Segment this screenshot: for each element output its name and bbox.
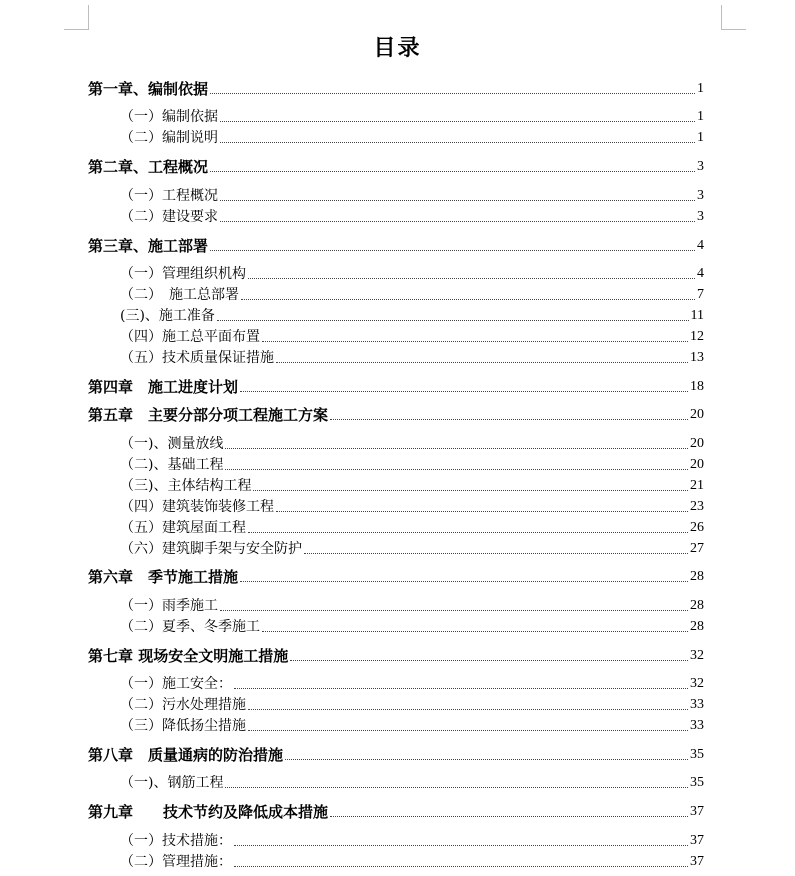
toc-section-entry[interactable] xyxy=(120,617,704,637)
toc-section-entry[interactable] xyxy=(120,264,704,284)
toc-page-number: 7 xyxy=(697,287,704,302)
toc-page-number: 18 xyxy=(690,379,704,394)
toc-page-number: 1 xyxy=(697,130,704,145)
toc-page-number: 32 xyxy=(690,676,704,691)
toc-entry-label: （五）技术质量保证措施 xyxy=(120,350,274,366)
toc-section-entry[interactable] xyxy=(120,852,704,872)
toc-entry-label: （五）建筑屋面工程 xyxy=(120,520,246,536)
toc-page-number: 26 xyxy=(690,520,704,535)
toc-entry-label: （一）工程概况 xyxy=(120,188,218,204)
toc-page-number: 1 xyxy=(697,109,704,124)
toc-entry-label: （一）技术措施： xyxy=(120,833,232,849)
toc-dot-leader xyxy=(304,553,688,554)
toc-section-entry[interactable] xyxy=(120,128,704,148)
toc-dot-leader xyxy=(217,320,689,321)
toc-section-entry[interactable] xyxy=(120,186,704,206)
toc-section-entry[interactable] xyxy=(120,107,704,127)
toc-entry-label: （二)、基础工程 xyxy=(120,457,224,473)
toc-chapter-entry[interactable] xyxy=(88,567,704,587)
toc-dot-leader xyxy=(262,631,688,632)
toc-entry-label: （三)、主体结构工程 xyxy=(120,478,252,494)
toc-chapter-entry[interactable] xyxy=(88,802,704,822)
toc-page-number: 23 xyxy=(690,499,704,514)
toc-entry-label: （二）污水处理措施 xyxy=(120,697,246,713)
toc-page-number: 32 xyxy=(690,648,704,663)
toc-entry-label: 第四章 施工进度计划 xyxy=(88,378,239,396)
toc-section-entry[interactable] xyxy=(120,518,704,538)
toc-page-number: 35 xyxy=(690,747,704,762)
toc-entry-label: （一）施工安全： xyxy=(120,676,232,692)
toc-entry-label: 第二章、工程概况 xyxy=(88,158,209,176)
toc-chapter-entry[interactable] xyxy=(88,79,704,99)
toc-section-entry[interactable] xyxy=(120,327,704,347)
toc-dot-leader xyxy=(220,142,695,143)
toc-chapter-entry[interactable] xyxy=(88,745,704,765)
toc-section-entry[interactable] xyxy=(120,695,704,715)
toc-section-entry[interactable] xyxy=(120,306,704,326)
toc-page-number: 3 xyxy=(697,209,704,224)
toc-entry-label: (三)、施工准备 xyxy=(120,308,215,324)
toc-title: 目录 xyxy=(373,35,422,61)
toc-page-number: 12 xyxy=(690,329,704,344)
toc-dot-leader xyxy=(225,469,688,470)
toc-page-number: 3 xyxy=(697,159,704,174)
toc-entry-label: （一）雨季施工 xyxy=(120,598,218,614)
toc-page-number: 28 xyxy=(690,569,704,584)
toc-entry-label: 第九章 技术节约及降低成本措施 xyxy=(88,803,329,821)
toc-dot-leader xyxy=(220,221,695,222)
toc-entry-label: （一）编制依据 xyxy=(120,109,218,125)
toc-dot-leader xyxy=(248,709,688,710)
toc-section-entry[interactable] xyxy=(120,596,704,616)
toc-page-number: 37 xyxy=(690,833,704,848)
toc-dot-leader xyxy=(210,93,695,94)
toc-section-entry[interactable] xyxy=(120,476,704,496)
toc-page-number: 4 xyxy=(697,266,704,281)
toc-entry-label: （六）建筑脚手架与安全防护 xyxy=(120,541,302,557)
toc-page-number: 37 xyxy=(690,804,704,819)
toc-section-entry[interactable] xyxy=(120,348,704,368)
toc-dot-leader xyxy=(248,532,688,533)
toc-entry-label: （三）降低扬尘措施 xyxy=(120,718,246,734)
toc-chapter-entry[interactable] xyxy=(88,236,704,256)
toc-chapter-entry[interactable] xyxy=(88,377,704,397)
toc-section-entry[interactable] xyxy=(120,539,704,559)
toc-dot-leader xyxy=(290,660,688,661)
toc-entry-label: （一)、测量放线 xyxy=(120,436,224,452)
toc-page-number: 33 xyxy=(690,697,704,712)
toc-page-number: 28 xyxy=(690,619,704,634)
toc-dot-leader xyxy=(262,341,688,342)
toc-entry-label: （一)、钢筋工程 xyxy=(120,775,224,791)
toc-entry-label: 第三章、施工部署 xyxy=(88,237,209,255)
toc-page-number: 35 xyxy=(690,775,704,790)
toc-entry-label: 第五章 主要分部分项工程施工方案 xyxy=(88,406,329,424)
toc-page-number: 33 xyxy=(690,718,704,733)
toc-page-number: 20 xyxy=(690,407,704,422)
toc-entry-label: （二） 施工总部署 xyxy=(120,287,239,303)
toc-entry-label: （二）管理措施： xyxy=(120,854,232,870)
toc-entry-label: 第一章、编制依据 xyxy=(88,80,209,98)
toc-dot-leader xyxy=(253,490,688,491)
toc-page-number: 37 xyxy=(690,854,704,869)
toc-section-entry[interactable] xyxy=(120,773,704,793)
toc-page-number: 13 xyxy=(690,350,704,365)
toc-page-number: 27 xyxy=(690,541,704,556)
toc-dot-leader xyxy=(234,688,688,689)
toc-dot-leader xyxy=(240,391,688,392)
toc-dot-leader xyxy=(234,845,688,846)
toc-page-number: 3 xyxy=(697,188,704,203)
toc-chapter-entry[interactable] xyxy=(88,405,704,425)
toc-entry-label: （四）施工总平面布置 xyxy=(120,329,260,345)
toc-dot-leader xyxy=(276,362,688,363)
toc-section-entry[interactable] xyxy=(120,285,704,305)
toc-entry-label: 第六章 季节施工措施 xyxy=(88,568,239,586)
toc-dot-leader xyxy=(225,787,688,788)
toc-entry-label: （四）建筑装饰装修工程 xyxy=(120,499,274,515)
toc-page-number: 28 xyxy=(690,598,704,613)
toc-section-entry[interactable] xyxy=(120,207,704,227)
toc-dot-leader xyxy=(276,511,688,512)
toc-chapter-entry[interactable] xyxy=(88,157,704,177)
toc-dot-leader xyxy=(225,448,688,449)
toc-page-number: 20 xyxy=(690,436,704,451)
toc-dot-leader xyxy=(220,610,688,611)
toc-entry-label: 第七章 现场安全文明施工措施 xyxy=(88,647,289,665)
toc-dot-leader xyxy=(210,250,695,251)
toc-dot-leader xyxy=(285,759,688,760)
toc-dot-leader xyxy=(241,299,695,300)
toc-section-entry[interactable] xyxy=(120,831,704,851)
toc-chapter-entry[interactable] xyxy=(88,646,704,666)
toc-entry-label: （一）管理组织机构 xyxy=(120,266,246,282)
toc-dot-leader xyxy=(248,278,695,279)
toc-entry-label: （二）建设要求 xyxy=(120,209,218,225)
toc-dot-leader xyxy=(220,121,695,122)
toc-dot-leader xyxy=(240,581,688,582)
toc-dot-leader xyxy=(330,816,688,817)
toc-section-entry[interactable] xyxy=(120,674,704,694)
toc-page-number: 1 xyxy=(697,81,704,96)
toc-dot-leader xyxy=(234,866,688,867)
toc-section-entry[interactable] xyxy=(120,716,704,736)
toc-section-entry[interactable] xyxy=(120,434,704,454)
toc-page-number: 20 xyxy=(690,457,704,472)
toc-dot-leader xyxy=(210,171,695,172)
toc-dot-leader xyxy=(248,730,688,731)
toc-page-number: 11 xyxy=(690,308,704,323)
toc-section-entry[interactable] xyxy=(120,455,704,475)
toc-entry-label: （二）夏季、冬季施工 xyxy=(120,619,260,635)
toc-page-number: 4 xyxy=(697,238,704,253)
toc-dot-leader xyxy=(220,200,695,201)
toc-entry-label: 第八章 质量通病的防治措施 xyxy=(88,746,284,764)
toc-dot-leader xyxy=(330,419,688,420)
toc-section-entry[interactable] xyxy=(120,497,704,517)
toc-page-number: 21 xyxy=(690,478,704,493)
toc-entry-label: （二）编制说明 xyxy=(120,130,218,146)
